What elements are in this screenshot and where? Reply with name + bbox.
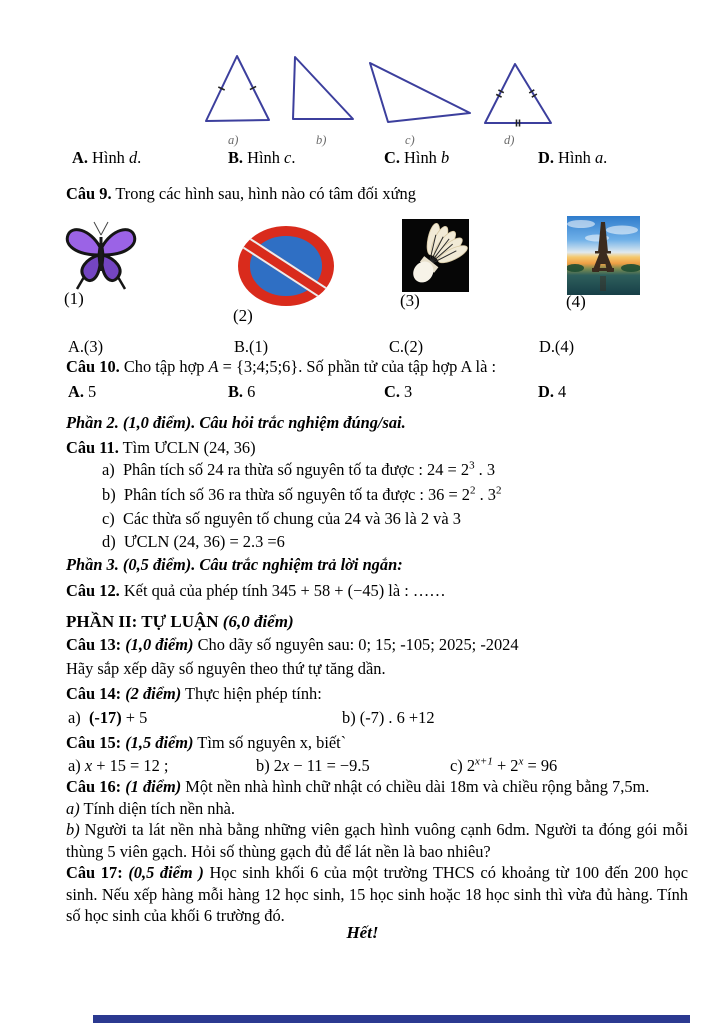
q15-expression-a: a) x + 15 = 12 ;	[68, 756, 169, 775]
q14-expression-a: a) (-17) + 5	[68, 708, 148, 727]
butterfly-right-hindwing	[102, 255, 120, 281]
q11-item-c: c) Các thừa số nguyên tố chung của 24 và 36 là 2 và 3	[102, 509, 461, 528]
triangle-c	[370, 63, 470, 122]
part-ii-points: (6,0 điểm)	[222, 612, 294, 631]
triangle-label-d: d)	[504, 133, 515, 147]
q15-label: Câu 15:	[66, 733, 122, 752]
q16-text: Một nền nhà hình chữ nhật có chiều dài 18m và chiều rộng bằng 7,5m.	[181, 777, 650, 796]
q11-text: Tìm ƯCLN (24, 36)	[122, 438, 256, 457]
q14-points: (2 điểm)	[125, 684, 182, 703]
q9-heading	[66, 183, 688, 205]
q16-line	[66, 776, 688, 798]
triangle-label-c: c)	[405, 133, 415, 147]
page-bottom-border	[93, 1015, 690, 1023]
q9-option-d: D.(4)	[539, 337, 575, 356]
q16-part-b: b) Người ta lát nền nhà bằng những viên gạch hình vuông cạnh 6dm. Người ta đóng gói mỗi thùng 5 viên gạch. Hỏi số thùng gạch đủ để lát nền là bao nhiêu?	[66, 820, 688, 861]
q10-set: {3;4;5;6}	[236, 357, 299, 376]
triangle-a	[206, 56, 269, 121]
triangle-b	[293, 57, 353, 119]
q10-post: . Số phần tử của tập hợp A là :	[298, 357, 497, 376]
figure-caption-3: (3)	[400, 291, 420, 310]
q16-part-a: a) Tính diện tích nền nhà.	[66, 798, 236, 818]
q13-line2: Hãy sắp xếp dãy số nguyên theo thứ tự tăng dần.	[66, 659, 386, 678]
q12-label: Câu 12.	[66, 581, 120, 600]
q10-set-var: A	[208, 357, 219, 376]
q11-heading	[66, 437, 688, 459]
part2-heading: Phần 2. (1,0 điểm). Câu hỏi trắc nghiệm đúng/sai.	[66, 413, 406, 432]
part3-heading: Phần 3. (0,5 điểm). Câu trắc nghiệm trả lời ngắn:	[66, 555, 403, 574]
q16-block	[66, 776, 688, 862]
eiffel-deck-2	[592, 268, 614, 271]
eiffel-reflection	[600, 276, 606, 291]
eiffel-tower-figure	[567, 216, 640, 295]
q15-expression-b: b) 2x − 11 = −9.5	[256, 756, 370, 775]
q12-post: là : ……	[384, 581, 446, 600]
q12-expression: 345 + 58 + (−45)	[271, 581, 385, 600]
figure-caption-1: (1)	[64, 289, 84, 308]
part-ii-title: PHẦN II: TỰ LUẬN	[66, 612, 223, 631]
q10-eq: =	[218, 357, 237, 376]
q11-label: Câu 11.	[66, 438, 119, 457]
q10-label: Câu 10.	[66, 357, 120, 376]
q14-line	[66, 683, 688, 705]
q16-points: (1 điểm)	[125, 777, 182, 796]
triangle-label-b: b)	[316, 133, 327, 147]
q13-points: (1,0 điểm)	[125, 635, 194, 654]
q13-label: Câu 13:	[66, 635, 122, 654]
q8-option-b: B. Hình c.	[228, 148, 296, 167]
figure-caption-2: (2)	[233, 306, 253, 325]
q12-line	[66, 580, 688, 602]
shuttlecock-figure	[402, 219, 469, 292]
q11-item-b: b) Phân tích số 36 ra thừa số nguyên tố ta được : $36 = 2^2$ . $3^2$	[102, 484, 502, 504]
q8-option-c: C. Hình b	[384, 148, 450, 167]
q10-heading	[66, 356, 688, 378]
q9-label: Câu 9.	[66, 184, 112, 203]
q17-label: Câu 17:	[66, 863, 123, 882]
q10-option-d: D. 4	[538, 382, 567, 401]
q15-text: Tìm số nguyên x, biết`	[193, 733, 347, 752]
q10-pre: Cho tập hợp	[123, 357, 209, 376]
q14-label: Câu 14:	[66, 684, 122, 703]
q17-points: (0,5 điểm )	[128, 863, 204, 882]
q11-item-a: a) Phân tích số 24 ra thừa số nguyên tố ta được : $24 = 2^3$ . 3	[102, 459, 496, 479]
butterfly-antennae	[94, 222, 108, 235]
figure-caption-4: (4)	[566, 292, 586, 311]
q9-option-b: B.(1)	[234, 337, 269, 356]
q9-option-a: A.(3)	[68, 337, 104, 356]
q14-expression-b: b) (-7) . 6 +12	[342, 708, 435, 727]
q17-block	[66, 862, 688, 927]
q13-line	[66, 634, 688, 656]
triangle-figure	[198, 48, 568, 148]
q15-line	[66, 732, 688, 754]
q9-text: Trong các hình sau, hình nào có tâm đối xứng	[115, 184, 416, 203]
q13-text: Cho dãy số nguyên sau: 0; 15; -105; 2025; -2024	[193, 635, 519, 654]
q17-text: Học sinh khối 6 của một trường THCS có khoảng từ 100 đến 200 học sinh. Nếu xếp hàng mỗi hàng 12 học sinh, 15 học sinh hoặc 18 học sinh thì vừa đủ hàng. Tính số học sinh của khối 6 trường đó.	[66, 863, 688, 925]
q15-points: (1,5 điểm)	[125, 733, 194, 752]
butterfly-tails	[77, 277, 125, 289]
triangle-d	[485, 64, 551, 123]
eiffel-deck-1	[595, 251, 611, 254]
q8-option-a: A. Hình d.	[72, 148, 142, 167]
q14-text: Thực hiện phép tính:	[181, 684, 322, 703]
butterfly-figure	[62, 219, 140, 291]
q16-label: Câu 16:	[66, 777, 122, 796]
triangle-label-a: a)	[228, 133, 239, 147]
q9-option-c: C.(2)	[389, 337, 424, 356]
q8-option-d: D. Hình a.	[538, 148, 608, 167]
q10-option-c: C. 3	[384, 382, 413, 401]
q10-option-a: A. 5	[68, 382, 97, 401]
q15-expression-c: c) $2^{x+1} + 2^x = 96$	[450, 755, 558, 775]
q11-item-d: d) ƯCLN (24, 36) = 2.3 =6	[102, 532, 285, 551]
end-mark: Hết!	[346, 923, 379, 942]
butterfly-left-hindwing	[82, 255, 100, 281]
butterfly-right-forewing	[102, 230, 135, 255]
q12-pre: Kết quả của phép tính	[123, 581, 272, 600]
part-ii-heading	[66, 611, 688, 633]
no-parking-sign-figure	[238, 226, 334, 306]
q10-option-b: B. 6	[228, 382, 256, 401]
butterfly-left-forewing	[67, 230, 100, 255]
